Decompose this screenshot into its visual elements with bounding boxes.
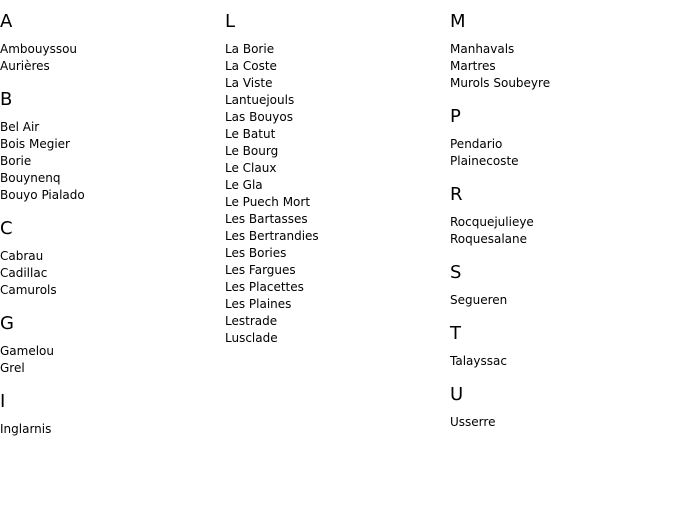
letter-group-t [450, 323, 675, 370]
place-item: Plainecoste [450, 154, 519, 168]
place-item: Lestrade [225, 314, 278, 328]
place-list [450, 41, 675, 92]
place-list [450, 353, 675, 370]
index-column-1 [0, 0, 225, 452]
place-item: Le Bourg [225, 144, 279, 158]
place-item: Segueren [450, 293, 508, 307]
place-list [225, 41, 450, 347]
place-list [0, 248, 225, 299]
place-item: La Borie [225, 42, 275, 56]
place-item: Les Placettes [225, 280, 304, 294]
place-item: Gamelou [0, 344, 55, 358]
place-list [450, 292, 675, 309]
place-item: Le Gla [225, 178, 263, 192]
place-item: Grel [0, 361, 25, 375]
letter-heading: T [450, 323, 461, 344]
letter-heading: C [0, 218, 13, 239]
letter-heading: I [0, 391, 6, 412]
place-list [0, 343, 225, 377]
place-item: Pendario [450, 137, 503, 151]
place-item: Ambouyssou [0, 42, 78, 56]
letter-heading: U [450, 384, 464, 405]
letter-heading: A [0, 11, 13, 32]
letter-group-u [450, 384, 675, 431]
place-item: Murols Soubeyre [450, 76, 551, 90]
letter-group-p [450, 106, 675, 170]
letter-group-r [450, 184, 675, 248]
place-item: Lusclade [225, 331, 278, 345]
place-item: Le Puech Mort [225, 195, 311, 209]
place-item: Martres [450, 59, 496, 73]
place-item: Las Bouyos [225, 110, 293, 124]
letter-group-b [0, 89, 225, 204]
place-item: Talayssac [450, 354, 507, 368]
letter-heading: L [225, 11, 236, 32]
place-item: Camurols [0, 283, 57, 297]
letter-group-c [0, 218, 225, 299]
place-item: Les Bories [225, 246, 287, 260]
place-item: Bois Megier [0, 137, 70, 151]
letter-group-m [450, 11, 675, 92]
place-item: Lantuejouls [225, 93, 295, 107]
place-item: Manhavals [450, 42, 515, 56]
letter-group-s [450, 262, 675, 309]
place-item: La Viste [225, 76, 273, 90]
place-item: Les Bertrandies [225, 229, 319, 243]
place-list [0, 119, 225, 204]
place-item: Bouyo Pialado [0, 188, 85, 202]
place-item: La Coste [225, 59, 277, 73]
place-item: Cabrau [0, 249, 44, 263]
letter-heading: B [0, 89, 13, 110]
place-item: Bouynenq [0, 171, 61, 185]
place-item: Le Claux [225, 161, 277, 175]
place-item: Le Batut [225, 127, 276, 141]
place-item: Les Bartasses [225, 212, 308, 226]
place-item: Bel Air [0, 120, 40, 134]
letter-group-i [0, 391, 225, 438]
place-item: Rocquejulieye [450, 215, 534, 229]
letter-heading: S [450, 262, 462, 283]
place-item: Inglarnis [0, 422, 52, 436]
letter-heading: M [450, 11, 466, 32]
place-list [450, 214, 675, 248]
place-item: Les Plaines [225, 297, 292, 311]
place-item: Borie [0, 154, 32, 168]
place-item: Roquesalane [450, 232, 528, 246]
letter-group-a [0, 11, 225, 75]
letter-group-g [0, 313, 225, 377]
letter-heading: P [450, 106, 461, 127]
letter-group-l [225, 11, 450, 347]
place-list [0, 421, 225, 438]
place-list [450, 414, 675, 431]
place-item: Usserre [450, 415, 496, 429]
place-item: Aurières [0, 59, 50, 73]
letter-heading: G [0, 313, 14, 334]
index-column-3 [450, 0, 675, 445]
place-item: Les Fargues [225, 263, 296, 277]
place-list [450, 136, 675, 170]
place-list [0, 41, 225, 75]
index-column-2 [225, 0, 450, 361]
place-item: Cadillac [0, 266, 48, 280]
letter-heading: R [450, 184, 463, 205]
